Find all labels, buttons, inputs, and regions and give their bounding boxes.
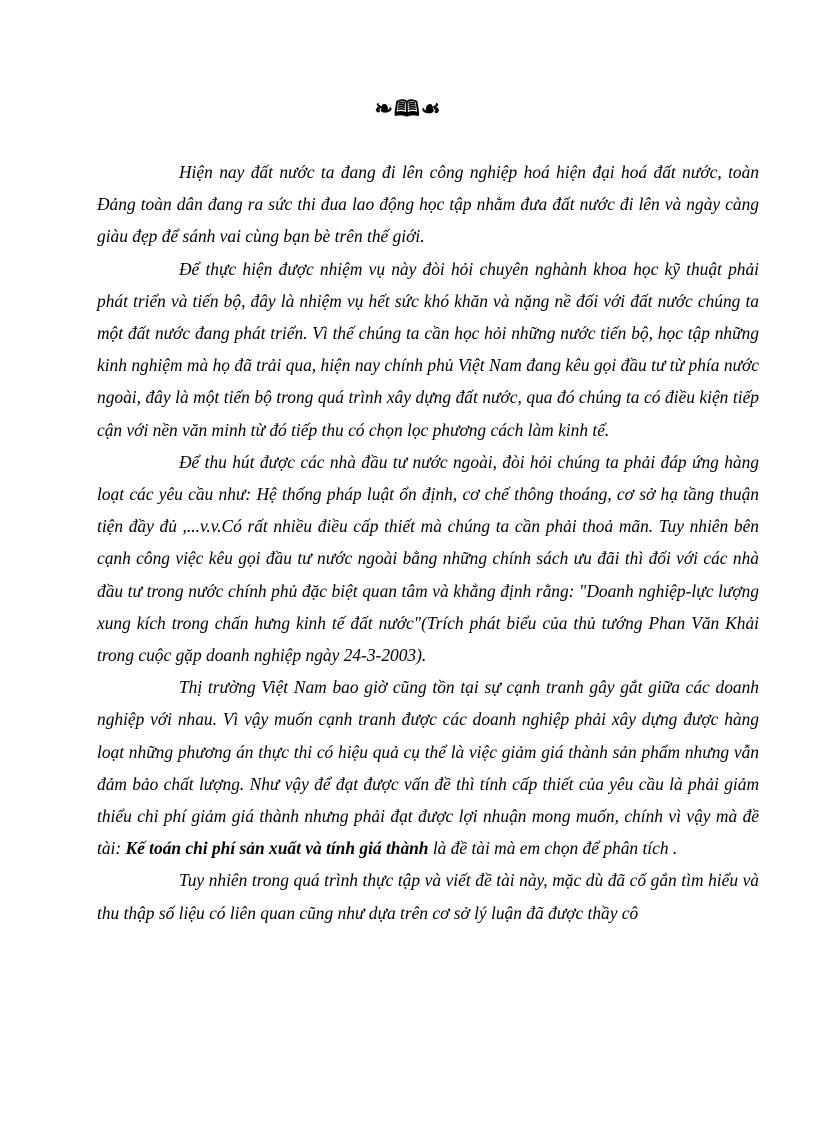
topic-text-after: là đề tài mà em chọn để phân tích . — [428, 838, 678, 859]
paragraph-acknowledgement: Tuy nhiên trong quá trình thực tập và viết đề tài này, mặc dù đã cố gắn tìm hiểu và thu thập số liệu có liên quan cũng như dựa trên cơ sở lý luận đã được thầy cô — [97, 870, 759, 923]
paragraph-investment: Để thu hút được các nhà đầu tư nước ngoài, đòi hỏi chúng ta phải đáp ứng hàng loạt các yêu cầu như: Hệ thống pháp luật ổn định, cơ chế thông thoáng, cơ sở hạ tầng thuận tiện đầy đủ ,...v.v.Có rất nhiều điều cấp thiết mà chúng ta cần phải thoả mãn. Tuy nhiên bên cạnh công việc kêu gọi đầu tư nước ngoài bằng những chính sách ưu đãi thì đối với các nhà đầu tư trong nước chính phủ đặc biệt quan tâm và khẳng định rằng: "Doanh nghiệp-lực lượng xung kích trong chấn hưng kinh tế đất nước"(Trích phát biểu của thủ tướng Phan Văn Khải trong cuộc gặp doanh nghiệp ngày 24-3-2003). — [97, 451, 759, 666]
ornament-divider: ❧🕮☙ — [374, 96, 442, 121]
paragraph-intro: Hiện nay đất nước ta đang đi lên công nghiệp hoá hiện đại hoá đất nước, toàn Đảng toàn dân đang ra sức thi đua lao động học tập nhằm đưa đất nước đi lên và ngày càng giàu đẹp để sánh vai cùng bạn bè trên thế giới. — [97, 162, 759, 247]
topic-text-before: Thị trường Việt Nam bao giờ cũng tồn tại sự cạnh tranh gây gắt giữa các doanh nghiệp với nhau. Vì vậy muốn cạnh tranh được các doanh nghiệp phải xây dựng được hàng loạt những phương án thực thi có hiệu quả cụ thể là việc giảm giá thành sản phẩm nhưng vẫn đảm bảo chất lượng. Như vậy để đạt được vấn đề thì tính cấp thiết của yêu cầu là phải giảm thiểu chi phí giảm giá thành nhưng phải đạt được lợi nhuận mong muốn, chính vì vậy mà đề tài: — [97, 677, 759, 859]
paragraph-topic — [97, 671, 759, 864]
topic-title: Kế toán chi phí sản xuất và tính giá thành — [121, 838, 429, 859]
paragraph-mission: Để thực hiện được nhiệm vụ này đòi hỏi chuyên nghành khoa học kỹ thuật phải phát triển và tiến bộ, đây là nhiệm vụ hết sức khó khăn và nặng nề đối với đất nước chúng ta một đất nước đang phát triển. Vì thế chúng ta cần học hỏi những nước tiến bộ, học tập những kinh nghiệm mà họ đã trải qua, hiện nay chính phủ Việt Nam đang kêu gọi đầu tư từ phía nước ngoài, đây là một tiến bộ trong quá trình xây dựng đất nước, qua đó chúng ta có điều kiện tiếp cận với nền văn minh từ đó tiếp thu có chọn lọc phương cách làm kinh tế. — [97, 258, 759, 440]
document-body — [97, 156, 759, 929]
